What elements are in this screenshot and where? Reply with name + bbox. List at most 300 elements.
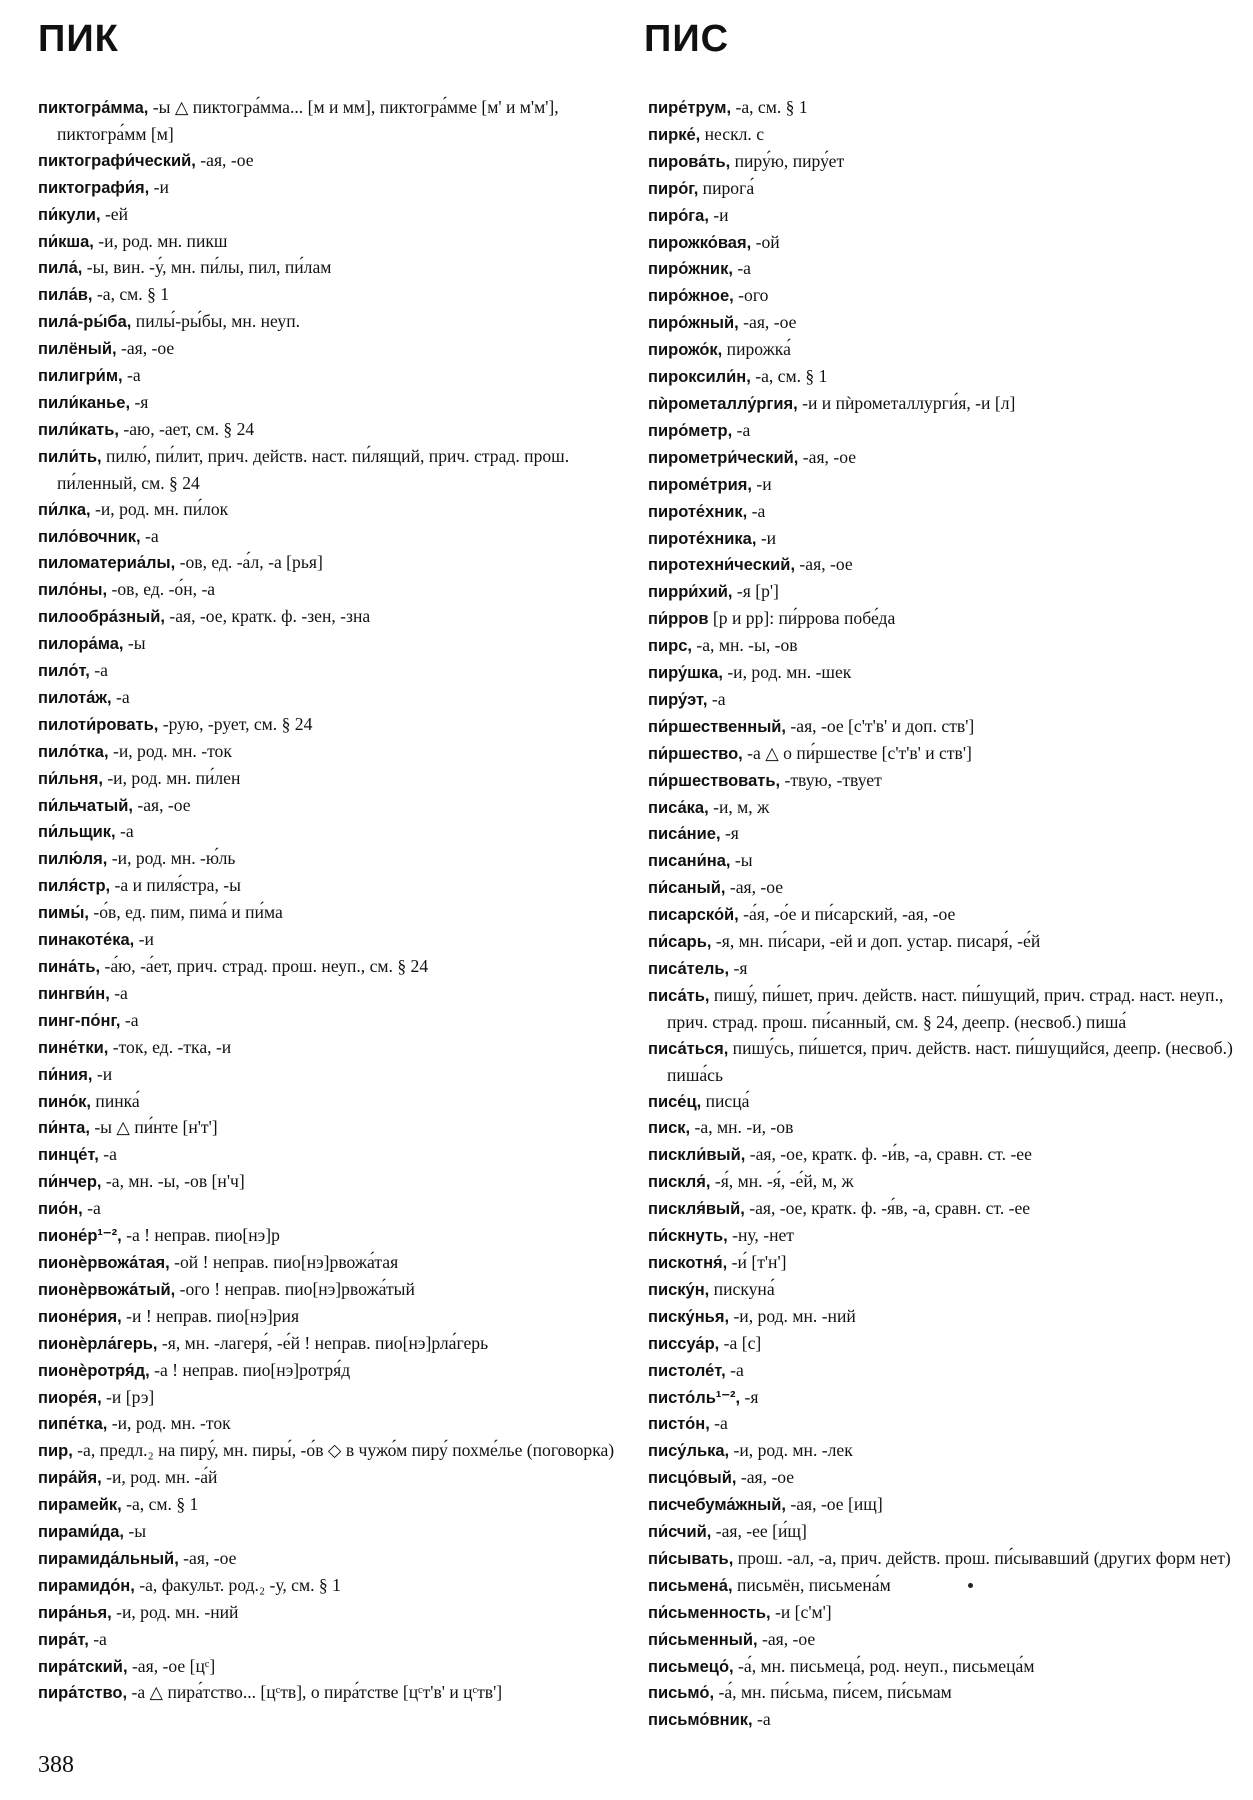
entry-headword: пирамида́льный, (38, 1549, 179, 1568)
entry-headword: пирова́ть, (648, 152, 731, 171)
entry-body: -и, род. мн. -ю́ль (107, 848, 236, 869)
entry-body: -и (149, 176, 169, 197)
dictionary-entry (648, 1492, 1233, 1519)
entry-headword: пили́кать, (38, 420, 119, 439)
dictionary-entry (648, 472, 1233, 499)
dictionary-entry (38, 1008, 623, 1035)
entry-headword: пира́т, (38, 1630, 89, 1649)
entry-body: прош. -ал, -а, прич. действ. прош. пи́сывавший (других форм нет) (733, 1547, 1231, 1568)
dictionary-entry (38, 497, 623, 524)
entry-headword: пи́скнуть, (648, 1227, 728, 1246)
dictionary-entry (38, 1600, 623, 1627)
entry-body: -я, мн. пи́сари, -ей и доп. устар. писаря́, -е́й (711, 931, 1041, 952)
entry-headword: пионѐрла́герь, (38, 1334, 158, 1353)
entry-body: -а (82, 1198, 101, 1219)
entry-body: писца́ (701, 1090, 750, 1111)
entry-body: -ы (123, 633, 146, 654)
entry-headword: пирожко́вая, (648, 233, 752, 252)
dictionary-entry (648, 364, 1233, 391)
entry-headword: писарско́й, (648, 906, 739, 925)
entry-body: -а́, мн. пи́сьма, пи́сем, пи́сьмам (714, 1682, 952, 1703)
entry-headword: пи́кша, (38, 232, 94, 251)
dictionary-entry (38, 363, 623, 390)
entry-headword: пирри́хий, (648, 583, 733, 602)
entry-headword: писани́на, (648, 852, 731, 871)
dictionary-entry (648, 526, 1233, 553)
dictionary-entry (648, 310, 1233, 337)
entry-body: -и, род. мн. -ний (729, 1305, 856, 1326)
entry-body: -ая, -ое [ищ] (785, 1494, 883, 1515)
page-number: 388 (38, 1752, 74, 1778)
entry-headword: пилообра́зный, (38, 608, 165, 627)
entry-body: -и, род. мн. -ток (107, 1413, 231, 1434)
entry-headword: письмена́, (648, 1576, 733, 1595)
dictionary-entry (648, 1680, 1233, 1707)
dictionary-entry (648, 1546, 1233, 1573)
dictionary-entry (38, 1062, 623, 1089)
entry-headword: пиро́г, (648, 179, 699, 198)
entry-headword: пи́ршество, (648, 744, 743, 763)
entry-headword: пи́сарь, (648, 933, 712, 952)
entry-headword: пино́к, (38, 1092, 91, 1111)
dictionary-entry (38, 95, 623, 148)
dictionary-entry (648, 795, 1233, 822)
entry-headword: пи́сьменный, (648, 1630, 758, 1649)
entry-headword: писа́тель, (648, 960, 730, 978)
dictionary-entry (648, 1519, 1233, 1546)
entry-headword: пирс, (648, 637, 692, 656)
entry-body: -а, см. § 1 (750, 366, 828, 387)
entry-body: -ая, -ое (195, 149, 254, 170)
entry-body: -а и пиля́стра, -ы (110, 875, 241, 896)
entry-headword: письмо́вник, (648, 1711, 753, 1730)
dictionary-entry (38, 1573, 623, 1600)
dictionary-entry (648, 956, 1233, 983)
entry-headword: пилёный, (38, 340, 117, 359)
entry-headword: пѝрометаллу́ргия, (648, 394, 798, 413)
entry-headword: пиро́жник, (648, 260, 733, 279)
entry-body: -ой ! неправ. пио[нэ]рвожа́тая (169, 1251, 399, 1272)
dictionary-entry (648, 1627, 1233, 1654)
entry-headword: пира́йя, (38, 1469, 102, 1488)
dictionary-entry (38, 175, 623, 202)
entry-headword: пи́сывать, (648, 1549, 734, 1568)
entry-headword: писто́н, (648, 1415, 710, 1434)
entry-body: -я [р'] (732, 581, 779, 602)
dictionary-entry (648, 256, 1233, 283)
entry-headword: пироте́хник, (648, 502, 748, 521)
entry-body: -и, род. мн. -ток (108, 740, 232, 761)
entry-body: -ы △ пиктогра́мма... [м и мм], пиктогра́мме [м' и м'м'], пиктогра́мм [м] (57, 97, 559, 144)
entry-body: нескл. с (700, 123, 765, 144)
entry-headword: пискотня́, (648, 1253, 728, 1272)
entry-headword: письмецо́, (648, 1657, 734, 1676)
entry-body: -а (732, 419, 751, 440)
entry-body: -я, мн. -лагеря́, -е́й ! неправ. пио[нэ]рла́герь (157, 1332, 489, 1353)
entry-headword: пирке́, (648, 125, 701, 144)
entry-headword: пионе́р¹⁻², (38, 1227, 122, 1246)
entry-headword: пир, (38, 1442, 73, 1461)
entry-headword: пиктогра́мма, (38, 99, 149, 117)
entry-headword: пило́ны, (38, 581, 108, 600)
entry-body: -ы (123, 1521, 147, 1542)
dictionary-entry (38, 1492, 623, 1519)
entry-headword: писа́ться, (648, 1039, 729, 1058)
dictionary-entry (648, 660, 1233, 687)
dictionary-entry (38, 1627, 623, 1654)
right-column (648, 95, 1233, 1734)
entry-headword: писчебума́жный, (648, 1496, 786, 1515)
dictionary-entry (38, 1035, 623, 1062)
entry-body: -ая, -ое (116, 338, 175, 359)
entry-body: -а ! неправ. пио[нэ]р (121, 1225, 280, 1246)
dictionary-entry (648, 337, 1233, 364)
dictionary-entry (38, 1304, 623, 1331)
entry-headword: писку́н, (648, 1280, 710, 1299)
entry-headword: пилигри́м, (38, 367, 123, 386)
dictionary-entry (648, 902, 1233, 929)
entry-body: -а (725, 1359, 744, 1380)
entry-headword: пионѐрвожа́тый, (38, 1280, 176, 1299)
dictionary-entry (38, 148, 623, 175)
entry-body: -ая, -ое [цᶜ] (127, 1655, 216, 1676)
entry-body: -а (89, 660, 108, 681)
dictionary-entry (38, 604, 623, 631)
dictionary-entry (648, 606, 1233, 633)
entry-body: -ая, -ое (757, 1628, 816, 1649)
dictionary-entry (38, 1331, 623, 1358)
entry-body: -я (740, 1386, 759, 1407)
entry-headword: пиро́жное, (648, 287, 734, 306)
entry-body: -а (109, 982, 128, 1003)
dictionary-entry (648, 1358, 1233, 1385)
dictionary-entry (648, 929, 1233, 956)
entry-body: -а (707, 688, 726, 709)
dictionary-entry (648, 1654, 1233, 1681)
entry-body: -а [с] (719, 1332, 762, 1353)
dictionary-entry (38, 631, 623, 658)
dictionary-entry (38, 927, 623, 954)
entry-body: -а, мн. -ы, -ов (691, 635, 798, 656)
entry-body: -а́, мн. письмеца́, род. неуп., письмеца́м (733, 1655, 1035, 1676)
entry-body: -а́я, -о́е и пи́сарский, -ая, -ое (738, 904, 956, 925)
dictionary-entry (648, 1707, 1233, 1734)
entry-body: -ая, -ое (178, 1547, 237, 1568)
entry-headword: пила́, (38, 259, 83, 278)
entry-headword: писа́ние, (648, 825, 721, 844)
entry-body: -а (98, 1144, 117, 1165)
entry-headword: пиро́га, (648, 206, 709, 225)
dictionary-entry (648, 1438, 1233, 1465)
dictionary-entry (38, 1196, 623, 1223)
dictionary-entry (648, 1600, 1233, 1627)
entry-body: -а (120, 1009, 139, 1030)
entry-headword: пискля́, (648, 1173, 711, 1192)
dictionary-entry (648, 203, 1233, 230)
entry-headword: пиру́шка, (648, 664, 723, 683)
entry-body: -а (752, 1709, 771, 1730)
dictionary-entry (38, 1519, 623, 1546)
entry-body: -твую, -твует (780, 769, 882, 790)
entry-body: пилы́-ры́бы, мн. неуп. (131, 311, 301, 332)
entry-body: -ов, ед. -о́н, -а (107, 579, 216, 600)
entry-headword: пира́нья, (38, 1603, 112, 1622)
entry-body: -ая, -ое (725, 877, 784, 898)
entry-body: -а́ю, -а́ет, прич. страд. прош. неуп., см. § 24 (100, 956, 429, 976)
entry-headword: пиротехни́ческий, (648, 556, 796, 575)
entry-body: -ну, -нет (727, 1225, 794, 1246)
entry-body: -а (122, 365, 141, 386)
dictionary-entry (648, 1277, 1233, 1304)
entry-body: -ы △ пи́нте [н'т'] (89, 1117, 218, 1138)
dictionary-entry (38, 255, 623, 282)
dictionary-entry (648, 579, 1233, 606)
entry-headword: пионѐрвожа́тая, (38, 1253, 170, 1272)
entry-headword: пирамейк, (38, 1496, 122, 1515)
dictionary-entry (648, 499, 1233, 526)
dictionary-entry (38, 444, 623, 497)
dictionary-entry (38, 1115, 623, 1142)
entry-body: -и (92, 1063, 113, 1084)
entry-body: -и [рэ] (101, 1386, 155, 1407)
dictionary-entry (38, 1411, 623, 1438)
entry-body: -о́в, ед. пим, пима́ и пи́ма (89, 902, 283, 923)
entry-body: пирога́ (698, 177, 755, 198)
dictionary-entry (38, 685, 623, 712)
dictionary-entry (648, 1465, 1233, 1492)
entry-headword: пили́ть, (38, 447, 102, 466)
running-header-right: ПИС (644, 18, 730, 60)
entry-headword: пи́ршественный, (648, 717, 787, 736)
entry-body: -и, род. мн. -лек (729, 1440, 853, 1461)
entry-body: -а, см. § 1 (731, 97, 808, 117)
dictionary-entry (648, 122, 1233, 149)
entry-body: -ая, -ое (132, 794, 191, 815)
entry-body: -а △ о пи́ршестве [с'т'в' и ств'] (742, 742, 972, 763)
dictionary-entry (38, 846, 623, 873)
entry-headword: пиро́жный, (648, 314, 739, 333)
dictionary-entry (648, 1169, 1233, 1196)
dictionary-entry (38, 1358, 623, 1385)
dictionary-entry (648, 1089, 1233, 1116)
entry-body: -и ! неправ. пио[нэ]рия (121, 1305, 300, 1326)
entry-headword: пискли́вый, (648, 1146, 746, 1165)
entry-headword: пи́льня, (38, 769, 103, 788)
dictionary-entry (648, 552, 1233, 579)
dictionary-entry (38, 577, 623, 604)
entry-body: -и, род. мн. -ний (111, 1601, 239, 1622)
entry-body: -ы (730, 850, 753, 871)
entry-body: -и (751, 473, 772, 494)
entry-body: -и (708, 204, 729, 225)
entry-headword: пила́в, (38, 286, 93, 305)
entry-body: -рую, -рует, см. § 24 (158, 713, 313, 734)
entry-headword: писа́ть, (648, 986, 710, 1005)
entry-headword: пио́н, (38, 1200, 83, 1219)
entry-headword: пионѐротря́д, (38, 1361, 150, 1380)
entry-body: -ов, ед. -а́л, -а [рья] (175, 552, 323, 573)
entry-headword: пиля́стр, (38, 877, 111, 896)
dictionary-entry (38, 739, 623, 766)
entry-headword: пи́рров (648, 610, 709, 629)
entry-body: -и [с'м'] (770, 1601, 832, 1622)
ink-speck (968, 1583, 973, 1588)
entry-headword: пилора́ма, (38, 635, 124, 654)
dictionary-entry (648, 230, 1233, 257)
dictionary-entry (38, 658, 623, 685)
entry-body: письмён, письмена́м (732, 1574, 891, 1595)
entry-headword: пило́т, (38, 662, 90, 681)
dictionary-entry (38, 766, 623, 793)
entry-body: -ая, -ое (798, 446, 857, 467)
dictionary-entry (648, 633, 1233, 660)
entry-headword: писе́ц, (648, 1092, 702, 1111)
entry-headword: пирамидо́н, (38, 1576, 135, 1595)
dictionary-entry (38, 1680, 623, 1707)
entry-body: -и (756, 527, 777, 548)
entry-headword: пи́ршествовать, (648, 771, 781, 790)
entry-body: -ы, вин. -у́, мн. пи́лы, пил, пи́лам (82, 257, 332, 278)
dictionary-entry (38, 1385, 623, 1412)
entry-body: -а (709, 1413, 728, 1434)
entry-body: -а (115, 821, 134, 842)
entry-body: -я (130, 391, 149, 412)
entry-headword: пиломатериа́лы, (38, 554, 176, 573)
dictionary-entry (38, 524, 623, 551)
entry-body: -и, род. мн. -а́й (101, 1467, 218, 1488)
dictionary-entry (648, 768, 1233, 795)
dictionary-entry (38, 1654, 623, 1681)
dictionary-entry (648, 149, 1233, 176)
dictionary-entry (38, 1089, 623, 1116)
entry-headword: пистоле́т, (648, 1361, 726, 1380)
dictionary-entry (648, 875, 1233, 902)
dictionary-entry (648, 1142, 1233, 1169)
dictionary-entry (38, 819, 623, 846)
entry-body: -а (140, 525, 159, 546)
entry-headword: пиктографи́ческий, (38, 151, 196, 170)
dictionary-entry (38, 229, 623, 256)
entry-headword: письмо́, (648, 1684, 715, 1703)
entry-headword: пингви́н, (38, 984, 110, 1003)
dictionary-entry (648, 1250, 1233, 1277)
entry-headword: пи́счий, (648, 1523, 712, 1542)
dictionary-entry (648, 283, 1233, 310)
entry-headword: пилота́ж, (38, 688, 112, 707)
entry-body: -ая, -ое [с'т'в' и доп. ств'] (786, 715, 975, 736)
dictionary-entry (648, 418, 1233, 445)
entry-headword: пило́тка, (38, 742, 109, 761)
entry-body: -и, род. мн. -шек (722, 662, 852, 683)
entry-headword: пионе́рия, (38, 1307, 122, 1326)
entry-body: -а ! неправ. пио[нэ]ротря́д (149, 1359, 351, 1380)
entry-headword: писцо́вый, (648, 1469, 737, 1488)
entry-headword: пирометри́ческий, (648, 448, 799, 467)
entry-headword: пирами́да, (38, 1523, 124, 1542)
entry-headword: пило́вочник, (38, 527, 141, 546)
entry-body: -а, мн. -ы, -ов [н'ч] (101, 1171, 245, 1192)
dictionary-entry (648, 391, 1233, 418)
dictionary-entry (648, 1304, 1233, 1331)
entry-headword: пинг-по́нг, (38, 1011, 121, 1030)
entry-headword: пинце́т, (38, 1146, 99, 1165)
dictionary-entry (648, 1036, 1233, 1089)
entry-body: пишу́, пи́шет, прич. действ. наст. пи́шущий, прич. страд. наст. неуп., прич. страд. прош. пи́санный, см. § 24, деепр. (несвоб.) пиша́ (667, 984, 1224, 1032)
entry-body: -а (111, 686, 130, 707)
dictionary-entry (38, 954, 623, 981)
dictionary-entry (38, 873, 623, 900)
entry-body: -я (720, 823, 739, 844)
entry-headword: пира́тский, (38, 1657, 128, 1676)
entry-headword: писку́нья, (648, 1307, 730, 1326)
entry-body: -я́, мн. -я́, -е́й, м, ж (710, 1171, 854, 1192)
entry-headword: пиру́эт, (648, 690, 708, 709)
dictionary-entry (648, 983, 1233, 1036)
entry-body: пилю́, пи́лит, прич. действ. наст. пи́лящий, прич. страд. прош. пи́ленный, см. § 24 (57, 445, 570, 493)
dictionary-entry (648, 687, 1233, 714)
entry-headword: пиоре́я, (38, 1388, 102, 1407)
entry-headword: пили́канье, (38, 393, 131, 412)
entry-body: -ая, -ое, кратк. ф. -я́в, -а, сравн. ст. -ее (744, 1198, 1031, 1219)
dictionary-entry (38, 712, 623, 739)
entry-body: -ая, -ое, кратк. ф. -зен, -зна (164, 606, 371, 627)
entry-body: -а, мн. -и, -ов (690, 1117, 794, 1138)
dictionary-entry (648, 1411, 1233, 1438)
entry-body: [р и рр]: пи́ррова побе́да (708, 608, 896, 629)
entry-body: -ого (733, 285, 769, 306)
entry-headword: пилоти́ровать, (38, 715, 159, 734)
entry-headword: пи́нчер, (38, 1173, 102, 1192)
dictionary-entry (648, 445, 1233, 472)
entry-body: -а, см. § 1 (92, 284, 170, 305)
entry-headword: пипе́тка, (38, 1415, 108, 1434)
entry-headword: пимы́, (38, 904, 89, 923)
entry-body: -ая, -ое, кратк. ф. -и́в, -а, сравн. ст. -ее (745, 1144, 1032, 1165)
entry-body: -ая, -ое (736, 1467, 795, 1488)
dictionary-entry (38, 202, 623, 229)
entry-body: -а (732, 258, 751, 279)
entry-body: -и, род. мн. пи́лен (102, 767, 241, 788)
dictionary-entry (38, 1250, 623, 1277)
entry-body: пирожка́ (722, 339, 791, 360)
entry-headword: пи́ния, (38, 1065, 93, 1084)
dictionary-entry (648, 1331, 1233, 1358)
entry-headword: пи́саный, (648, 879, 726, 898)
entry-body: -ая, -ое (738, 312, 797, 333)
entry-body: -я (729, 958, 748, 978)
dictionary-entry (648, 1573, 1233, 1600)
left-column (38, 95, 623, 1707)
entry-headword: писа́ка, (648, 798, 709, 817)
entry-body: пишу́сь, пи́шется, прич. действ. наст. пи́шущийся, деепр. (несвоб.) пиша́сь (667, 1037, 1233, 1085)
entry-headword: писто́ль¹⁻², (648, 1388, 741, 1407)
dictionary-entry (38, 309, 623, 336)
dictionary-entry (38, 1277, 623, 1304)
entry-headword: пису́лька, (648, 1442, 730, 1461)
entry-body: -а △ пира́тство... [цᶜтв], о пира́тстве [цᶜт'в' и цᶜтв'] (127, 1682, 503, 1703)
dictionary-entry (38, 417, 623, 444)
entry-body: -и, род. мн. пи́лок (90, 498, 229, 519)
entry-headword: пире́трум, (648, 99, 732, 117)
dictionary-entry (648, 741, 1233, 768)
entry-body: -ей (100, 203, 129, 224)
entry-headword: пина́ть, (38, 958, 101, 976)
dictionary-entry (648, 176, 1233, 203)
entry-headword: писк, (648, 1119, 691, 1138)
entry-headword: пискля́вый, (648, 1200, 745, 1219)
dictionary-entry (648, 848, 1233, 875)
entry-headword: пи́кули, (38, 205, 101, 224)
